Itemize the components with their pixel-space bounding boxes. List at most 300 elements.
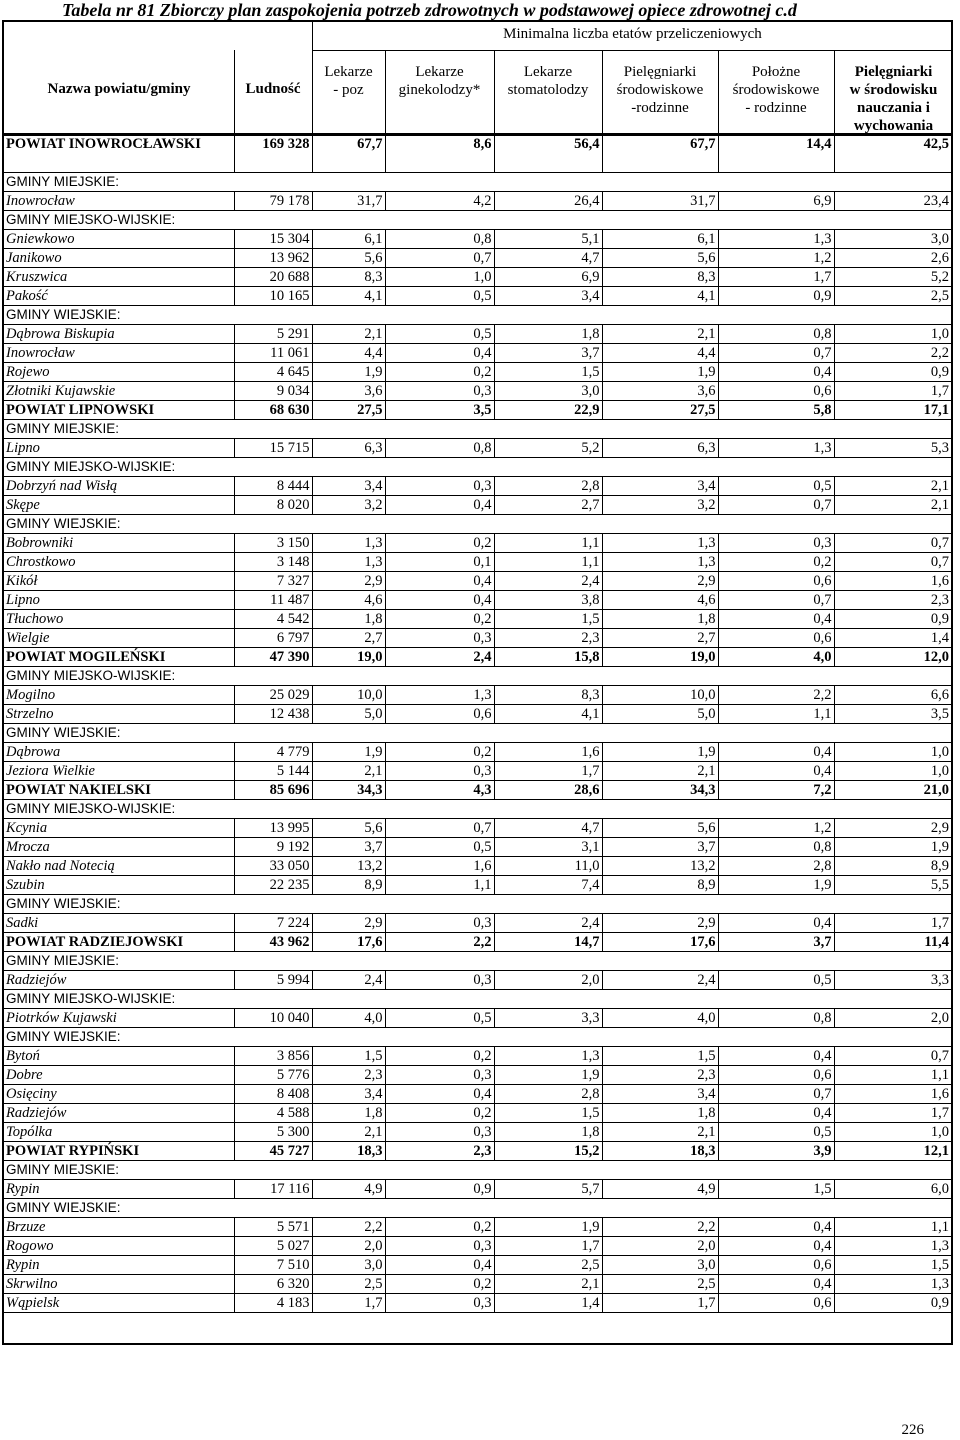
value-cell: 2,3 <box>312 1066 385 1085</box>
value-cell: 1,9 <box>494 1218 602 1237</box>
value-cell: 1,5 <box>494 610 602 629</box>
value-cell: 1,3 <box>718 230 834 249</box>
value-cell: 0,6 <box>718 629 834 648</box>
gmina-name: Inowrocław <box>4 344 234 363</box>
value-cell: 0,4 <box>718 1237 834 1256</box>
value-cell: 2,1 <box>602 1123 718 1142</box>
population-cell: 43 962 <box>234 933 312 952</box>
value-cell: 1,3 <box>602 553 718 572</box>
value-cell: 0,8 <box>718 325 834 344</box>
population-cell: 4 588 <box>234 1104 312 1123</box>
value-cell: 4,1 <box>602 287 718 306</box>
value-cell: 4,9 <box>602 1180 718 1199</box>
gmina-name: Brzuze <box>4 1218 234 1237</box>
value-cell: 0,2 <box>718 553 834 572</box>
gmina-name: Bobrowniki <box>4 534 234 553</box>
value-cell: 0,3 <box>385 914 494 933</box>
gmina-row <box>4 496 951 515</box>
value-cell: 2,1 <box>312 762 385 781</box>
gmina-name: Osięciny <box>4 1085 234 1104</box>
gmina-row <box>4 325 951 344</box>
population-cell: 7 224 <box>234 914 312 933</box>
value-cell: 1,7 <box>834 382 951 401</box>
value-cell: 6,9 <box>494 268 602 287</box>
value-cell: 0,4 <box>385 591 494 610</box>
value-cell: 3,5 <box>834 705 951 724</box>
value-cell: 0,4 <box>385 572 494 591</box>
value-cell: 2,7 <box>602 629 718 648</box>
value-cell: 2,1 <box>834 496 951 515</box>
value-cell: 0,9 <box>718 287 834 306</box>
gmina-row <box>4 1009 951 1028</box>
table-title: Tabela nr 81 Zbiorczy plan zaspokojenia potrzeb zdrowotnych w podstawowej opiece zdrowotnej c.d <box>62 0 797 20</box>
value-cell: 0,9 <box>834 363 951 382</box>
value-cell: 0,2 <box>385 610 494 629</box>
gmina-name: Bytoń <box>4 1047 234 1066</box>
value-cell: 34,3 <box>602 781 718 800</box>
value-cell: 6,9 <box>718 192 834 211</box>
gmina-name: Złotniki Kujawskie <box>4 382 234 401</box>
gmina-name: Mogilno <box>4 686 234 705</box>
value-cell: 13,2 <box>602 857 718 876</box>
group-header-row <box>4 952 951 971</box>
value-cell: 5,6 <box>602 249 718 268</box>
value-cell: 0,3 <box>385 971 494 990</box>
gmina-row <box>4 1218 951 1237</box>
value-cell: 1,5 <box>718 1180 834 1199</box>
gmina-name: Dąbrowa Biskupia <box>4 325 234 344</box>
population-cell: 85 696 <box>234 781 312 800</box>
value-cell: 0,2 <box>385 1047 494 1066</box>
value-cell: 1,0 <box>834 743 951 762</box>
value-cell: 1,0 <box>385 268 494 287</box>
value-cell: 3,5 <box>385 401 494 420</box>
value-cell: 0,2 <box>385 1218 494 1237</box>
group-header-row <box>4 211 951 230</box>
powiat-name: POWIAT NAKIELSKI <box>4 781 234 800</box>
gmina-row <box>4 192 951 211</box>
value-cell: 0,4 <box>718 743 834 762</box>
value-cell: 3,1 <box>494 838 602 857</box>
population-cell: 169 328 <box>234 136 312 173</box>
gmina-row <box>4 1275 951 1294</box>
value-cell: 18,3 <box>312 1142 385 1161</box>
value-cell: 1,3 <box>834 1275 951 1294</box>
value-cell: 0,3 <box>718 534 834 553</box>
value-cell: 1,3 <box>385 686 494 705</box>
gmina-name: Inowrocław <box>4 192 234 211</box>
value-cell: 1,8 <box>312 1104 385 1123</box>
value-cell: 0,6 <box>718 572 834 591</box>
powiat-name: POWIAT INOWROCŁAWSKI <box>4 136 234 173</box>
value-cell: 7,2 <box>718 781 834 800</box>
population-cell: 3 150 <box>234 534 312 553</box>
gmina-row <box>4 1085 951 1104</box>
value-cell: 1,2 <box>718 819 834 838</box>
value-cell: 0,3 <box>385 1294 494 1313</box>
value-cell: 11,0 <box>494 857 602 876</box>
group-header-row <box>4 1028 951 1047</box>
gmina-name: Chrostkowo <box>4 553 234 572</box>
gmina-row <box>4 439 951 458</box>
value-cell: 0,7 <box>718 1085 834 1104</box>
value-cell: 0,4 <box>718 1275 834 1294</box>
value-cell: 2,2 <box>312 1218 385 1237</box>
value-cell: 12,0 <box>834 648 951 667</box>
value-cell: 2,4 <box>494 914 602 933</box>
gmina-name: Rypin <box>4 1256 234 1275</box>
value-cell: 1,9 <box>834 838 951 857</box>
powiat-row <box>4 648 951 667</box>
value-cell: 2,9 <box>834 819 951 838</box>
value-cell: 4,1 <box>494 705 602 724</box>
gmina-row <box>4 1123 951 1142</box>
value-cell: 0,9 <box>834 1294 951 1313</box>
group-header-row <box>4 800 951 819</box>
population-cell: 5 291 <box>234 325 312 344</box>
gmina-name: Wielgie <box>4 629 234 648</box>
value-cell: 1,8 <box>494 325 602 344</box>
gmina-name: Piotrków Kujawski <box>4 1009 234 1028</box>
gmina-row <box>4 629 951 648</box>
value-cell: 1,8 <box>494 1123 602 1142</box>
value-cell: 19,0 <box>602 648 718 667</box>
value-cell: 2,1 <box>312 1123 385 1142</box>
value-cell: 0,8 <box>718 1009 834 1028</box>
value-cell: 0,1 <box>385 553 494 572</box>
value-cell: 2,3 <box>494 629 602 648</box>
value-cell: 27,5 <box>312 401 385 420</box>
value-cell: 1,7 <box>312 1294 385 1313</box>
value-cell: 2,4 <box>494 572 602 591</box>
value-cell: 1,8 <box>602 610 718 629</box>
value-cell: 3,0 <box>602 1256 718 1275</box>
value-cell: 0,5 <box>385 1009 494 1028</box>
population-cell: 6 797 <box>234 629 312 648</box>
header-col-pielegniarki-srod: Pielęgniarki środowiskowe -rodzinne <box>616 64 704 116</box>
powiat-row <box>4 401 951 420</box>
value-cell: 1,0 <box>834 325 951 344</box>
gmina-row <box>4 382 951 401</box>
value-cell: 4,6 <box>602 591 718 610</box>
value-cell: 56,4 <box>494 136 602 173</box>
value-cell: 2,9 <box>312 572 385 591</box>
value-cell: 1,6 <box>494 743 602 762</box>
value-cell: 2,3 <box>834 591 951 610</box>
value-cell: 6,0 <box>834 1180 951 1199</box>
group-label: GMINY MIEJSKO-WIJSKIE: <box>4 458 951 477</box>
group-header-row <box>4 895 951 914</box>
value-cell: 0,7 <box>385 249 494 268</box>
gmina-name: Strzelno <box>4 705 234 724</box>
value-cell: 8,3 <box>602 268 718 287</box>
value-cell: 0,5 <box>718 477 834 496</box>
value-cell: 3,4 <box>312 477 385 496</box>
value-cell: 6,1 <box>602 230 718 249</box>
value-cell: 1,1 <box>494 553 602 572</box>
value-cell: 34,3 <box>312 781 385 800</box>
population-cell: 9 034 <box>234 382 312 401</box>
population-cell: 68 630 <box>234 401 312 420</box>
group-label: GMINY WIEJSKIE: <box>4 724 951 743</box>
gmina-row <box>4 610 951 629</box>
value-cell: 11,4 <box>834 933 951 952</box>
value-cell: 4,4 <box>312 344 385 363</box>
group-header-row <box>4 724 951 743</box>
population-cell: 22 235 <box>234 876 312 895</box>
value-cell: 5,6 <box>312 819 385 838</box>
value-cell: 0,9 <box>385 1180 494 1199</box>
gmina-row <box>4 363 951 382</box>
value-cell: 1,6 <box>834 572 951 591</box>
powiat-name: POWIAT LIPNOWSKI <box>4 401 234 420</box>
value-cell: 2,1 <box>834 477 951 496</box>
value-cell: 4,7 <box>494 819 602 838</box>
powiat-row <box>4 933 951 952</box>
value-cell: 2,1 <box>602 325 718 344</box>
value-cell: 0,5 <box>385 325 494 344</box>
group-label: GMINY MIEJSKIE: <box>4 1161 951 1180</box>
powiat-name: POWIAT MOGILEŃSKI <box>4 648 234 667</box>
value-cell: 0,3 <box>385 1066 494 1085</box>
value-cell: 2,9 <box>602 572 718 591</box>
value-cell: 1,5 <box>494 363 602 382</box>
value-cell: 0,4 <box>718 762 834 781</box>
value-cell: 3,7 <box>718 933 834 952</box>
header-col-polozne: Położne środowiskowe - rodzinne <box>732 64 820 116</box>
value-cell: 0,2 <box>385 1104 494 1123</box>
header-population: Ludność <box>245 81 301 97</box>
group-label: GMINY WIEJSKIE: <box>4 1028 951 1047</box>
value-cell: 8,3 <box>494 686 602 705</box>
value-cell: 2,0 <box>834 1009 951 1028</box>
value-cell: 2,0 <box>494 971 602 990</box>
value-cell: 22,9 <box>494 401 602 420</box>
value-cell: 4,6 <box>312 591 385 610</box>
value-cell: 0,3 <box>385 1123 494 1142</box>
powiat-name: POWIAT RADZIEJOWSKI <box>4 933 234 952</box>
value-cell: 1,9 <box>312 363 385 382</box>
value-cell: 67,7 <box>602 136 718 173</box>
value-cell: 3,0 <box>312 1256 385 1275</box>
value-cell: 0,9 <box>834 610 951 629</box>
gmina-row <box>4 819 951 838</box>
population-cell: 79 178 <box>234 192 312 211</box>
value-cell: 0,6 <box>718 1294 834 1313</box>
population-cell: 15 304 <box>234 230 312 249</box>
value-cell: 5,6 <box>602 819 718 838</box>
value-cell: 2,3 <box>602 1066 718 1085</box>
value-cell: 2,2 <box>718 686 834 705</box>
gmina-row <box>4 268 951 287</box>
population-cell: 4 542 <box>234 610 312 629</box>
gmina-row <box>4 287 951 306</box>
table-body <box>2 135 953 1345</box>
population-cell: 45 727 <box>234 1142 312 1161</box>
value-cell: 1,1 <box>834 1066 951 1085</box>
header-col-stomatolodzy: Lekarze stomatolodzy <box>507 64 589 98</box>
group-label: GMINY WIEJSKIE: <box>4 306 951 325</box>
value-cell: 1,0 <box>834 762 951 781</box>
value-cell: 14,4 <box>718 136 834 173</box>
population-cell: 9 192 <box>234 838 312 857</box>
value-cell: 0,4 <box>718 363 834 382</box>
value-cell: 3,3 <box>494 1009 602 1028</box>
value-cell: 1,7 <box>834 1104 951 1123</box>
gmina-name: Kcynia <box>4 819 234 838</box>
value-cell: 1,3 <box>718 439 834 458</box>
gmina-name: Skrwilno <box>4 1275 234 1294</box>
value-cell: 1,3 <box>312 534 385 553</box>
value-cell: 1,4 <box>494 1294 602 1313</box>
value-cell: 2,2 <box>385 933 494 952</box>
value-cell: 0,3 <box>385 629 494 648</box>
value-cell: 5,5 <box>834 876 951 895</box>
value-cell: 1,3 <box>834 1237 951 1256</box>
gmina-name: Kikół <box>4 572 234 591</box>
value-cell: 2,1 <box>602 762 718 781</box>
population-cell: 10 040 <box>234 1009 312 1028</box>
value-cell: 0,8 <box>385 439 494 458</box>
population-cell: 13 962 <box>234 249 312 268</box>
gmina-name: Dobrzyń nad Wisłą <box>4 477 234 496</box>
value-cell: 1,2 <box>718 249 834 268</box>
gmina-name: Kruszwica <box>4 268 234 287</box>
gmina-row <box>4 477 951 496</box>
group-label: GMINY MIEJSKIE: <box>4 173 951 192</box>
value-cell: 42,5 <box>834 136 951 173</box>
value-cell: 3,4 <box>312 1085 385 1104</box>
value-cell: 0,4 <box>718 1104 834 1123</box>
group-header-row <box>4 458 951 477</box>
value-cell: 5,2 <box>494 439 602 458</box>
value-cell: 1,6 <box>385 857 494 876</box>
group-label: GMINY MIEJSKIE: <box>4 420 951 439</box>
value-cell: 1,7 <box>602 1294 718 1313</box>
value-cell: 1,7 <box>494 1237 602 1256</box>
gmina-row <box>4 1047 951 1066</box>
value-cell: 67,7 <box>312 136 385 173</box>
value-cell: 4,3 <box>385 781 494 800</box>
value-cell: 0,4 <box>385 1085 494 1104</box>
value-cell: 3,7 <box>312 838 385 857</box>
value-cell: 5,2 <box>834 268 951 287</box>
gmina-name: Wąpielsk <box>4 1294 234 1313</box>
value-cell: 8,3 <box>312 268 385 287</box>
population-cell: 20 688 <box>234 268 312 287</box>
powiat-row <box>4 136 951 173</box>
group-label: GMINY WIEJSKIE: <box>4 515 951 534</box>
value-cell: 1,9 <box>718 876 834 895</box>
value-cell: 1,8 <box>312 610 385 629</box>
population-cell: 13 995 <box>234 819 312 838</box>
population-cell: 3 856 <box>234 1047 312 1066</box>
value-cell: 0,4 <box>385 496 494 515</box>
group-label: GMINY MIEJSKO-WIJSKIE: <box>4 667 951 686</box>
value-cell: 1,8 <box>602 1104 718 1123</box>
value-cell: 0,3 <box>385 382 494 401</box>
value-cell: 6,3 <box>312 439 385 458</box>
value-cell: 3,6 <box>602 382 718 401</box>
value-cell: 8,9 <box>312 876 385 895</box>
value-cell: 3,0 <box>834 230 951 249</box>
value-cell: 0,7 <box>834 1047 951 1066</box>
header-col-lekarze-poz: Lekarze - poz <box>324 64 373 98</box>
value-cell: 3,0 <box>494 382 602 401</box>
value-cell: 6,3 <box>602 439 718 458</box>
gmina-row <box>4 1104 951 1123</box>
value-cell: 10,0 <box>312 686 385 705</box>
value-cell: 0,7 <box>718 496 834 515</box>
value-cell: 4,0 <box>718 648 834 667</box>
value-cell: 2,9 <box>602 914 718 933</box>
value-cell: 15,8 <box>494 648 602 667</box>
data-table <box>4 136 951 1313</box>
gmina-name: Dąbrowa <box>4 743 234 762</box>
value-cell: 1,5 <box>494 1104 602 1123</box>
group-header-row <box>4 1199 951 1218</box>
group-label: GMINY WIEJSKIE: <box>4 895 951 914</box>
gmina-name: Rypin <box>4 1180 234 1199</box>
population-cell: 12 438 <box>234 705 312 724</box>
value-cell: 2,4 <box>385 648 494 667</box>
value-cell: 12,1 <box>834 1142 951 1161</box>
value-cell: 1,3 <box>312 553 385 572</box>
value-cell: 0,5 <box>385 838 494 857</box>
value-cell: 31,7 <box>602 192 718 211</box>
value-cell: 3,2 <box>602 496 718 515</box>
group-label: GMINY WIEJSKIE: <box>4 1199 951 1218</box>
group-label: GMINY MIEJSKIE: <box>4 952 951 971</box>
gmina-row <box>4 344 951 363</box>
value-cell: 3,7 <box>494 344 602 363</box>
value-cell: 2,5 <box>494 1256 602 1275</box>
gmina-name: Jeziora Wielkie <box>4 762 234 781</box>
value-cell: 1,5 <box>312 1047 385 1066</box>
population-cell: 11 061 <box>234 344 312 363</box>
population-cell: 8 408 <box>234 1085 312 1104</box>
value-cell: 0,2 <box>385 743 494 762</box>
gmina-row <box>4 914 951 933</box>
value-cell: 2,5 <box>834 287 951 306</box>
value-cell: 8,6 <box>385 136 494 173</box>
population-cell: 47 390 <box>234 648 312 667</box>
value-cell: 5,6 <box>312 249 385 268</box>
value-cell: 5,0 <box>312 705 385 724</box>
value-cell: 0,5 <box>385 287 494 306</box>
group-label: GMINY MIEJSKO-WIJSKIE: <box>4 211 951 230</box>
value-cell: 0,5 <box>718 971 834 990</box>
value-cell: 0,3 <box>385 1237 494 1256</box>
value-cell: 5,3 <box>834 439 951 458</box>
value-cell: 0,3 <box>385 477 494 496</box>
population-cell: 5 994 <box>234 971 312 990</box>
value-cell: 1,7 <box>494 762 602 781</box>
value-cell: 0,7 <box>834 534 951 553</box>
value-cell: 0,6 <box>718 382 834 401</box>
population-cell: 15 715 <box>234 439 312 458</box>
value-cell: 1,1 <box>718 705 834 724</box>
gmina-row <box>4 762 951 781</box>
gmina-name: Janikowo <box>4 249 234 268</box>
gmina-name: Rogowo <box>4 1237 234 1256</box>
gmina-row <box>4 705 951 724</box>
value-cell: 3,4 <box>602 1085 718 1104</box>
population-cell: 4 779 <box>234 743 312 762</box>
value-cell: 0,5 <box>718 1123 834 1142</box>
value-cell: 4,4 <box>602 344 718 363</box>
value-cell: 31,7 <box>312 192 385 211</box>
